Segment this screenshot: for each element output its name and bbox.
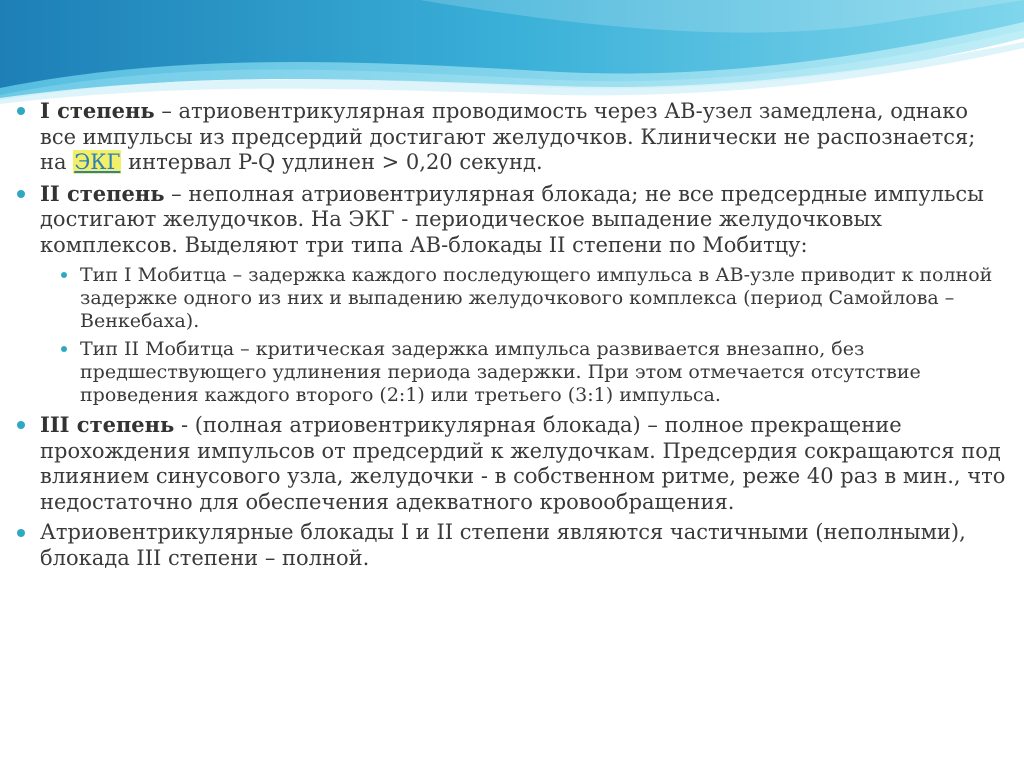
bullet-degree-2: [16, 181, 1006, 408]
summary-text: Атриовентрикулярные блокады I и II степени являются частичными (неполными), блокада III степени – полной.: [40, 520, 966, 570]
bullet-dot-icon: [17, 190, 25, 198]
sub-bullet-dot-icon: [61, 346, 67, 352]
sub-bullet-dot-icon: [61, 272, 67, 278]
ecg-link[interactable]: ЭКГ: [74, 150, 121, 174]
degree-1-title: I степень: [40, 98, 155, 123]
slide-content: [16, 98, 1006, 576]
degree-1-text-a: – атриовентрикулярная проводимость через АВ-узел замедлена, однако все импульсы из предсердий достигают желудочков. Клинически не распознается; на: [40, 99, 976, 174]
degree-2-title: II степень: [40, 180, 165, 206]
degree-2-text: – неполная атриовентриулярная блокада; не все предсердные импульсы достигают желудочков. На ЭКГ - периодическое выпадение желудочковых комплексов. Выделяют три типа АВ-блокады II степени по Мобитцу:: [40, 181, 984, 257]
bullet-list: [16, 98, 1006, 571]
mobitz-type-1: [40, 264, 1006, 333]
mobitz-sublist: [40, 264, 1006, 407]
mobitz-type-1-text: Тип I Мобитца – задержка каждого последующего импульса в АВ-узле приводит к полной задержке одного из них и выпадению желудочкового комплекса (период Самойлова – Венкебаха).: [80, 264, 993, 332]
bullet-dot-icon: [17, 529, 25, 537]
degree-3-text: - (полная атриовентрикулярная блокада) – полное прекращение прохождения импульсов от предсердий к желудочкам. Предсердия сокращаются под влиянием синусового узла, желудочки - в собственном ритме, реже 40 раз в мин., что недостаточно для обеспечения адекватного кровообращения.: [40, 413, 1006, 514]
bullet-dot-icon: [17, 107, 25, 115]
degree-3-title: III степень: [40, 412, 175, 437]
mobitz-type-2: [40, 338, 1006, 407]
bullet-dot-icon: [17, 421, 25, 429]
bullet-degree-1: [16, 98, 1006, 176]
bullet-degree-3: [16, 412, 1006, 515]
degree-1-text-b: интервал P-Q удлинен > 0,20 секунд.: [121, 150, 543, 174]
mobitz-type-2-text: Тип II Мобитца – критическая задержка импульса развивается внезапно, без предшествующего удлинения периода задержки. При этом отмечается отсутствие проведения каждого второго (2:1) или третьего (3:1) импульса.: [80, 338, 921, 406]
bullet-summary: [16, 520, 1006, 571]
